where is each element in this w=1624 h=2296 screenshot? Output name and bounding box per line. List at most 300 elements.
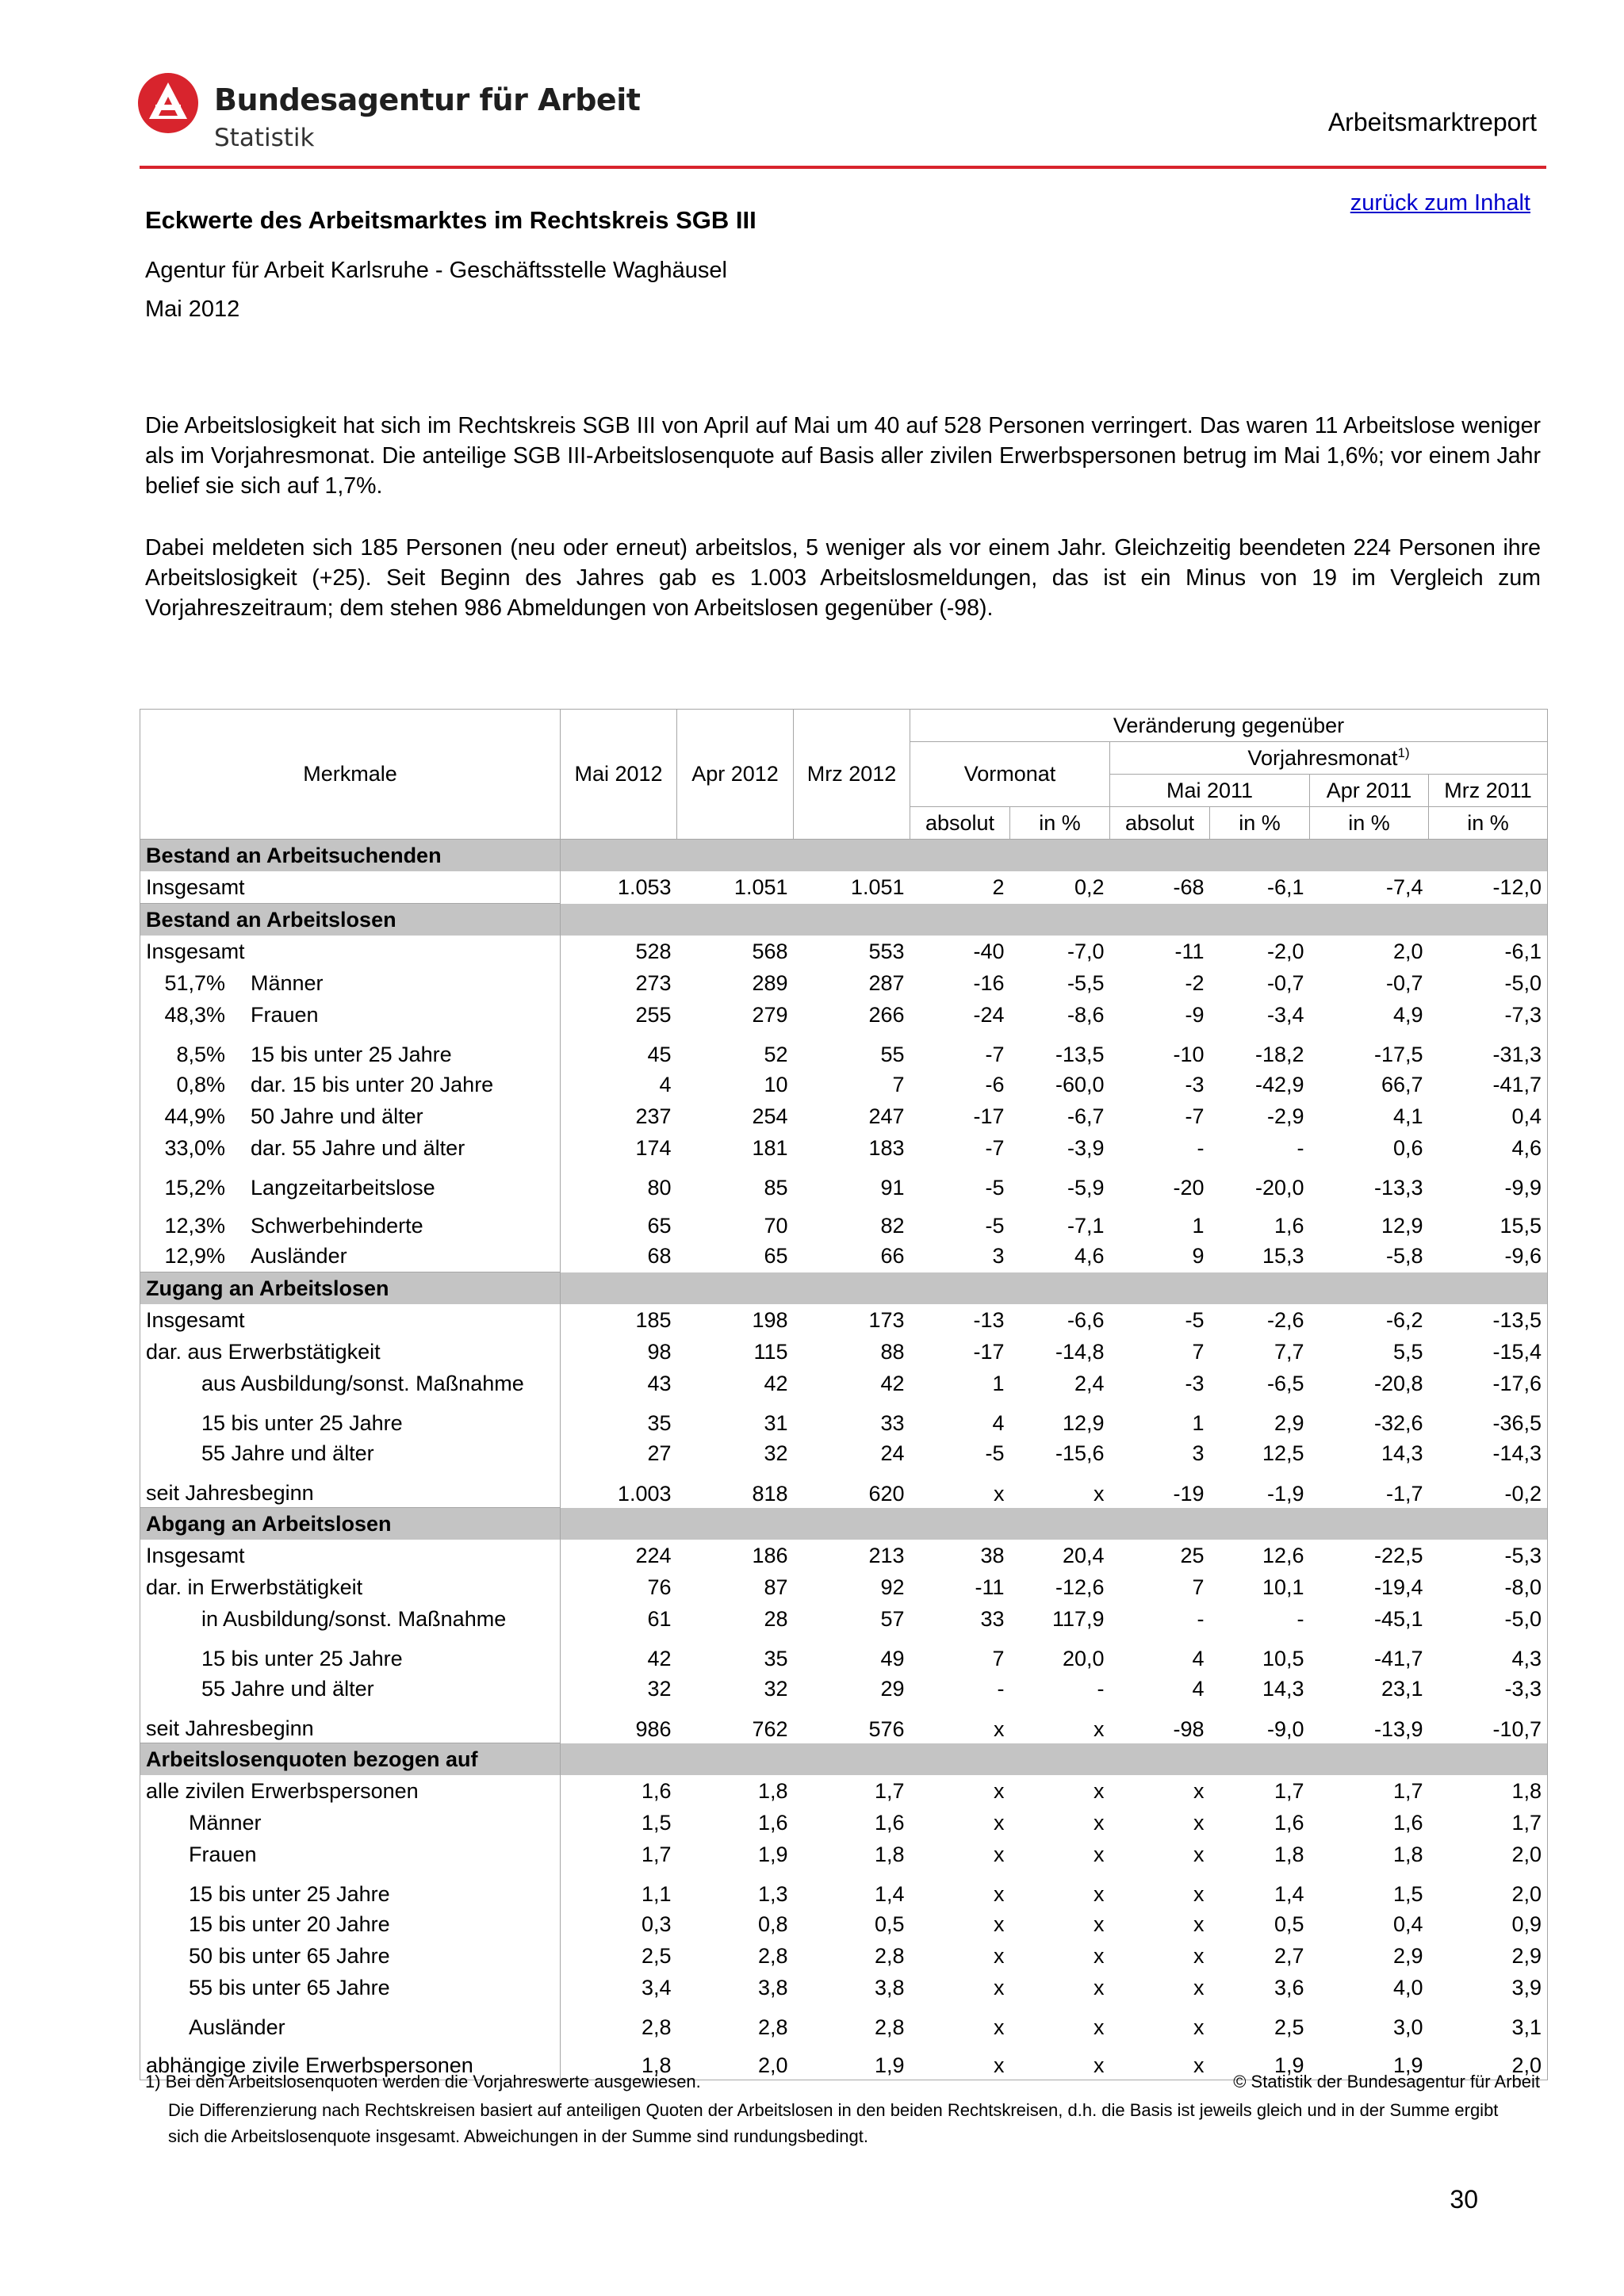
value-cell: 15,5 bbox=[1429, 1202, 1548, 1240]
back-to-contents-link[interactable]: zurück zum Inhalt bbox=[1350, 190, 1530, 216]
value-cell: 14,3 bbox=[1262, 1676, 1304, 1701]
table-row bbox=[140, 1336, 1548, 1368]
value-cell: 1,9 bbox=[757, 1842, 788, 1866]
value-cell: 3,9 bbox=[1429, 1972, 1548, 2003]
row-label: dar. aus Erwerbstätigkeit bbox=[146, 1339, 381, 1364]
col-header-in-pct: in % bbox=[1429, 807, 1548, 840]
table-row bbox=[140, 1164, 1548, 1202]
section-fill bbox=[561, 840, 1548, 872]
table-header bbox=[140, 710, 1548, 840]
value-cell: 1,8 bbox=[757, 1778, 788, 1803]
value-cell: -7,4 bbox=[1385, 874, 1423, 899]
section-title: Abgang an Arbeitslosen bbox=[140, 1508, 561, 1540]
value-cell: 2,0 bbox=[1429, 1839, 1548, 1870]
value-cell: -7 bbox=[985, 1043, 1005, 1066]
value-cell: 287 bbox=[868, 970, 905, 995]
value-cell: 266 bbox=[868, 1002, 905, 1027]
value-cell: 3 bbox=[1192, 1441, 1205, 1465]
table-row bbox=[140, 2003, 1548, 2042]
value-cell: -20,8 bbox=[1373, 1371, 1423, 1395]
value-cell: 568 bbox=[752, 939, 788, 963]
value-cell: 65 bbox=[647, 1214, 672, 1238]
table-row bbox=[140, 936, 1548, 967]
row-label: abhängige zivile Erwerbspersonen bbox=[146, 2053, 473, 2077]
col-header-absolut: absolut bbox=[910, 807, 1010, 840]
value-cell: -13,9 bbox=[1373, 1716, 1423, 1741]
value-cell: -9,9 bbox=[1429, 1164, 1548, 1202]
section-header-row bbox=[140, 904, 1548, 936]
value-cell: -7,3 bbox=[1429, 999, 1548, 1031]
value-cell: -5 bbox=[985, 1176, 1005, 1200]
row-label: Insgesamt bbox=[146, 939, 245, 963]
value-cell: -7 bbox=[985, 1135, 1005, 1160]
value-cell: x bbox=[994, 1716, 1005, 1741]
value-cell: 7 bbox=[892, 1072, 905, 1096]
value-cell: - bbox=[1097, 1676, 1105, 1701]
row-label-cell bbox=[140, 1908, 561, 1940]
value-cell: 183 bbox=[868, 1135, 905, 1160]
row-label: 50 bis unter 65 Jahre bbox=[189, 1943, 390, 1968]
table-row bbox=[140, 1304, 1548, 1336]
table-row bbox=[140, 1635, 1548, 1673]
value-cell: -5 bbox=[985, 1214, 1005, 1238]
value-cell: 55 bbox=[880, 1043, 905, 1066]
row-label: Frauen bbox=[189, 1842, 257, 1866]
value-cell: 66,7 bbox=[1381, 1072, 1423, 1096]
value-cell: 42 bbox=[880, 1371, 905, 1395]
value-cell: -0,7 bbox=[1266, 970, 1304, 995]
value-cell: x bbox=[1094, 1842, 1105, 1866]
row-label: Insgesamt bbox=[146, 1307, 245, 1332]
value-cell: 70 bbox=[764, 1214, 788, 1238]
value-cell: 2,5 bbox=[641, 1943, 672, 1968]
value-cell: 0,8 bbox=[757, 1911, 788, 1936]
value-cell: 33 bbox=[880, 1411, 905, 1435]
value-cell: 1,9 bbox=[1310, 2042, 1429, 2080]
region-label: Agentur für Arbeit Karlsruhe - Geschäftsstelle Waghäusel bbox=[145, 258, 727, 283]
share-percent: 48,3% bbox=[164, 1002, 225, 1027]
value-cell: 4,1 bbox=[1392, 1104, 1423, 1128]
value-cell: 42 bbox=[764, 1371, 788, 1395]
section-title: Bestand an Arbeitsuchenden bbox=[140, 840, 561, 872]
value-cell: 14,3 bbox=[1381, 1441, 1423, 1465]
table-row bbox=[140, 1240, 1548, 1272]
row-label-cell bbox=[140, 1304, 561, 1336]
col-header-in-pct: in % bbox=[1210, 807, 1310, 840]
value-cell: -5,9 bbox=[1067, 1176, 1105, 1200]
row-label: alle zivilen Erwerbspersonen bbox=[146, 1778, 419, 1803]
value-cell: 553 bbox=[868, 939, 905, 963]
row-label-cell bbox=[140, 1775, 561, 1807]
value-cell: x bbox=[1094, 1716, 1105, 1741]
footnote-2: Die Differenzierung nach Rechtskreisen basiert auf anteiligen Quoten der Arbeitslosen in den beiden Rechtskreisen, d.h. die Basis ist jeweils gleich und in der Summe ergibt sich die Arbeitslosenquote insgesamt. Abweichungen in der Summe sind rundungsbedingt. bbox=[168, 2100, 1499, 2146]
value-cell: 1,8 bbox=[1392, 1842, 1423, 1866]
value-cell: 247 bbox=[868, 1104, 905, 1128]
value-cell: x bbox=[994, 1842, 1005, 1866]
value-cell: 1,7 bbox=[1392, 1778, 1423, 1803]
value-cell: x bbox=[1193, 1911, 1205, 1936]
value-cell: - bbox=[1297, 1135, 1304, 1160]
value-cell: 12,9 bbox=[1381, 1214, 1423, 1238]
table-row bbox=[140, 1571, 1548, 1603]
col-header-veraenderung: Veränderung gegenüber bbox=[910, 710, 1548, 742]
row-label: 15 bis unter 25 Jahre bbox=[201, 1411, 403, 1435]
value-cell: -10 bbox=[1173, 1043, 1205, 1066]
value-cell: -5 bbox=[1185, 1307, 1205, 1332]
share-percent: 44,9% bbox=[164, 1104, 225, 1128]
value-cell: 185 bbox=[635, 1307, 672, 1332]
col-header-in-pct: in % bbox=[1010, 807, 1110, 840]
value-cell: 1 bbox=[1192, 1411, 1205, 1435]
value-cell: -2,6 bbox=[1266, 1307, 1304, 1332]
value-cell: 2,8 bbox=[874, 2015, 905, 2039]
period-label: Mai 2012 bbox=[145, 297, 240, 322]
row-label: 15 bis unter 25 Jahre bbox=[251, 1043, 452, 1066]
share-percent: 8,5% bbox=[176, 1043, 225, 1066]
value-cell: 115 bbox=[753, 1339, 788, 1364]
col-header-merkmale: Merkmale bbox=[140, 710, 561, 840]
row-label-cell bbox=[140, 1437, 561, 1469]
value-cell: 29 bbox=[880, 1676, 905, 1701]
col-header-vorjahresmonat bbox=[1110, 742, 1548, 775]
value-cell: 24 bbox=[880, 1441, 905, 1465]
value-cell: -5,5 bbox=[1067, 970, 1105, 995]
value-cell: -13,5 bbox=[1055, 1043, 1105, 1066]
value-cell: x bbox=[1193, 1842, 1205, 1866]
value-cell: -24 bbox=[973, 1002, 1005, 1027]
row-label-cell bbox=[140, 1069, 561, 1100]
value-cell: 2,9 bbox=[1274, 1411, 1304, 1435]
value-cell: -36,5 bbox=[1429, 1399, 1548, 1437]
value-cell: 2,9 bbox=[1392, 1943, 1423, 1968]
value-cell: 1,7 bbox=[874, 1778, 905, 1803]
value-cell: -13,5 bbox=[1429, 1304, 1548, 1336]
row-label-cell bbox=[140, 1202, 561, 1240]
value-cell: 1,7 bbox=[1274, 1778, 1304, 1803]
value-cell: x bbox=[1094, 1943, 1105, 1968]
table-row bbox=[140, 1839, 1548, 1870]
col-header-mai2012: Mai 2012 bbox=[561, 710, 677, 840]
value-cell: -98 bbox=[1173, 1716, 1205, 1741]
footnote-marker: 1) bbox=[1397, 745, 1410, 760]
value-cell: 7,7 bbox=[1274, 1339, 1304, 1364]
row-label-cell bbox=[140, 1132, 561, 1164]
value-cell: -2 bbox=[1185, 970, 1205, 995]
value-cell: 2,0 bbox=[677, 2042, 794, 2080]
value-cell: 42 bbox=[647, 1647, 672, 1670]
table-row bbox=[140, 1972, 1548, 2003]
share-percent: 33,0% bbox=[164, 1135, 225, 1160]
row-label: Schwerbehinderte bbox=[251, 1214, 423, 1238]
value-cell: 1,6 bbox=[1274, 1810, 1304, 1835]
value-cell: -5,8 bbox=[1385, 1243, 1423, 1268]
value-cell: -5 bbox=[985, 1441, 1005, 1465]
value-cell: -40 bbox=[973, 939, 1005, 963]
value-cell: 4 bbox=[1192, 1647, 1205, 1670]
value-cell: 2,7 bbox=[1274, 1943, 1304, 1968]
value-cell: 762 bbox=[752, 1716, 788, 1741]
value-cell: 198 bbox=[752, 1307, 788, 1332]
value-cell: - bbox=[1197, 1135, 1205, 1160]
table-row bbox=[140, 1603, 1548, 1635]
page-number: 30 bbox=[1450, 2185, 1478, 2214]
value-cell: 1,5 bbox=[641, 1810, 672, 1835]
row-label: dar. 15 bis unter 20 Jahre bbox=[251, 1072, 494, 1096]
row-label: Männer bbox=[251, 970, 324, 995]
value-cell: 87 bbox=[764, 1575, 788, 1599]
row-label-cell bbox=[140, 1031, 561, 1069]
summary-paragraph-2: Dabei meldeten sich 185 Personen (neu oder erneut) arbeitslos, 5 weniger als vor einem Jahr. Gleichzeitig beendeten 224 Personen ihre Arbeitslosigkeit (+25). Seit Beginn des Jahres gab es 1.003 Arbeitslosmeldungen, das ist ein Minus von 19 im Vergleich zum Vorjahreszeitraum; dem stehen 986 Abmeldungen von Arbeitslosen gegenüber (-98). bbox=[145, 535, 1541, 621]
value-cell: 2,8 bbox=[874, 1943, 905, 1968]
value-cell: x bbox=[910, 2042, 1010, 2080]
value-cell: 52 bbox=[764, 1043, 788, 1066]
value-cell: -31,3 bbox=[1429, 1031, 1548, 1069]
vorjahresmonat-label: Vorjahresmonat bbox=[1247, 746, 1398, 770]
value-cell: -6,6 bbox=[1067, 1307, 1105, 1332]
value-cell: 1.003 bbox=[617, 1481, 672, 1506]
col-header-vormonat: Vormonat bbox=[910, 742, 1110, 807]
row-label-cell bbox=[140, 871, 561, 904]
value-cell: 620 bbox=[868, 1481, 905, 1506]
row-label: Ausländer bbox=[189, 2015, 285, 2039]
value-cell: -3 bbox=[1185, 1072, 1205, 1096]
value-cell: 1,6 bbox=[874, 1810, 905, 1835]
value-cell: 68 bbox=[647, 1243, 672, 1268]
section-title: Arbeitslosenquoten bezogen auf bbox=[140, 1743, 561, 1776]
value-cell: -17 bbox=[973, 1104, 1005, 1128]
brand-name: Bundesagentur für Arbeit bbox=[214, 82, 641, 117]
value-cell: 12,9 bbox=[1062, 1411, 1105, 1435]
value-cell: -18,2 bbox=[1254, 1043, 1304, 1066]
footnote-1: 1) Bei den Arbeitslosenquoten werden die Vorjahreswerte ausgewiesen. bbox=[145, 2072, 701, 2091]
value-cell: 27 bbox=[647, 1441, 672, 1465]
row-label-cell bbox=[140, 1399, 561, 1437]
value-cell: 25 bbox=[1180, 1543, 1205, 1567]
value-cell: x bbox=[1193, 1810, 1205, 1835]
value-cell: 1 bbox=[992, 1371, 1005, 1395]
value-cell: -68 bbox=[1173, 874, 1205, 899]
value-cell: -17,5 bbox=[1373, 1043, 1423, 1066]
value-cell: 1,9 bbox=[1210, 2042, 1310, 2080]
value-cell: -9,0 bbox=[1266, 1716, 1304, 1741]
value-cell: 1,8 bbox=[874, 1842, 905, 1866]
value-cell: 1,6 bbox=[1392, 1810, 1423, 1835]
value-cell: -9,6 bbox=[1429, 1240, 1548, 1272]
value-cell: x bbox=[1094, 1975, 1105, 1999]
value-cell: 3,8 bbox=[874, 1975, 905, 1999]
value-cell: 1,6 bbox=[757, 1810, 788, 1835]
value-cell: 57 bbox=[880, 1606, 905, 1631]
value-cell: 2,8 bbox=[641, 2015, 672, 2039]
table-row bbox=[140, 999, 1548, 1031]
value-cell: 986 bbox=[635, 1716, 672, 1741]
value-cell: 82 bbox=[880, 1214, 905, 1238]
value-cell: -2,9 bbox=[1266, 1104, 1304, 1128]
key-figures-table-container bbox=[140, 709, 1547, 2080]
table-row bbox=[140, 1870, 1548, 1908]
value-cell: 3,8 bbox=[757, 1975, 788, 1999]
section-title: Zugang an Arbeitslosen bbox=[140, 1272, 561, 1305]
value-cell: 2,8 bbox=[757, 1943, 788, 1968]
table-row bbox=[140, 1807, 1548, 1839]
row-label-cell bbox=[140, 1571, 561, 1603]
value-cell: 0,4 bbox=[1429, 1100, 1548, 1132]
value-cell: 4,6 bbox=[1074, 1243, 1105, 1268]
value-cell: 0,4 bbox=[1392, 1911, 1423, 1936]
value-cell: 2,4 bbox=[1074, 1371, 1105, 1395]
value-cell: -42,9 bbox=[1254, 1072, 1304, 1096]
value-cell: 80 bbox=[647, 1176, 672, 1200]
table-row bbox=[140, 1399, 1548, 1437]
value-cell: -1,9 bbox=[1266, 1481, 1304, 1506]
table-row bbox=[140, 1132, 1548, 1164]
value-cell: 173 bbox=[868, 1307, 905, 1332]
table-row bbox=[140, 1368, 1548, 1399]
brand-subtitle: Statistik bbox=[214, 124, 315, 152]
value-cell: 186 bbox=[752, 1543, 788, 1567]
col-header-mrz2012: Mrz 2012 bbox=[794, 710, 910, 840]
value-cell: x bbox=[994, 2015, 1005, 2039]
value-cell: -12,6 bbox=[1055, 1575, 1105, 1599]
row-label-cell bbox=[140, 1705, 561, 1743]
section-header-row bbox=[140, 1272, 1548, 1305]
section-header-row bbox=[140, 1743, 1548, 1776]
value-cell: x bbox=[1193, 2015, 1205, 2039]
value-cell: 3,1 bbox=[1429, 2003, 1548, 2042]
value-cell: 1,1 bbox=[641, 1882, 672, 1906]
table-row bbox=[140, 1437, 1548, 1469]
value-cell: 7 bbox=[992, 1647, 1005, 1670]
value-cell: -13,3 bbox=[1373, 1176, 1423, 1200]
value-cell: 85 bbox=[764, 1176, 788, 1200]
value-cell: -14,8 bbox=[1055, 1339, 1105, 1364]
value-cell: 224 bbox=[635, 1543, 672, 1567]
value-cell: x bbox=[1110, 2042, 1210, 2080]
value-cell: 49 bbox=[880, 1647, 905, 1670]
value-cell: -5,0 bbox=[1429, 1603, 1548, 1635]
value-cell: x bbox=[1094, 1882, 1105, 1906]
value-cell: -45,1 bbox=[1373, 1606, 1423, 1631]
value-cell: -3 bbox=[1185, 1371, 1205, 1395]
value-cell: 4 bbox=[1192, 1676, 1205, 1701]
value-cell: 1,8 bbox=[1429, 1775, 1548, 1807]
section-header-row bbox=[140, 1508, 1548, 1540]
value-cell: 9 bbox=[1192, 1243, 1205, 1268]
value-cell: 98 bbox=[647, 1339, 672, 1364]
row-label-cell bbox=[140, 936, 561, 967]
value-cell: 2,9 bbox=[1429, 1940, 1548, 1972]
row-label: 55 bis unter 65 Jahre bbox=[189, 1975, 390, 1999]
value-cell: 2,0 bbox=[1429, 2042, 1548, 2080]
value-cell: 65 bbox=[764, 1243, 788, 1268]
value-cell: x bbox=[994, 1810, 1005, 1835]
value-cell: 43 bbox=[647, 1371, 672, 1395]
value-cell: 1,4 bbox=[1274, 1882, 1304, 1906]
value-cell: 12,6 bbox=[1262, 1543, 1304, 1567]
row-label-cell bbox=[140, 1100, 561, 1132]
value-cell: 12,5 bbox=[1262, 1441, 1304, 1465]
value-cell: -3,4 bbox=[1266, 1002, 1304, 1027]
value-cell: -14,3 bbox=[1429, 1437, 1548, 1469]
summary-paragraph-1: Die Arbeitslosigkeit hat sich im Rechtskreis SGB III von April auf Mai um 40 auf 528 Personen verringert. Das waren 11 Arbeitslose weniger als im Vorjahresmonat. Die anteilige SGB III-Arbeitslosenquote auf Basis aller zivilen Erwerbspersonen betrug im Mai 1,6%; vor einem Jahr belief sie sich auf 1,7%. bbox=[145, 413, 1541, 499]
row-label-cell bbox=[140, 1336, 561, 1368]
row-label: 15 bis unter 25 Jahre bbox=[189, 1882, 390, 1906]
col-header-apr2012: Apr 2012 bbox=[677, 710, 794, 840]
col-header-mrz2011: Mrz 2011 bbox=[1429, 775, 1548, 807]
row-label: Insgesamt bbox=[146, 1543, 245, 1567]
value-cell: -6,5 bbox=[1266, 1371, 1304, 1395]
value-cell: x bbox=[1010, 2042, 1110, 2080]
row-label: dar. in Erwerbstätigkeit bbox=[146, 1575, 363, 1599]
value-cell: 1.053 bbox=[617, 874, 672, 899]
share-percent: 15,2% bbox=[164, 1176, 225, 1200]
value-cell: 35 bbox=[647, 1411, 672, 1435]
value-cell: -7,0 bbox=[1067, 939, 1105, 963]
row-label: in Ausbildung/sonst. Maßnahme bbox=[201, 1606, 507, 1631]
value-cell: 181 bbox=[752, 1135, 788, 1160]
table-row bbox=[140, 1202, 1548, 1240]
value-cell: 1,7 bbox=[1429, 1807, 1548, 1839]
row-label: 15 bis unter 25 Jahre bbox=[201, 1647, 403, 1670]
value-cell: 20,0 bbox=[1062, 1647, 1105, 1670]
value-cell: 7 bbox=[1192, 1575, 1205, 1599]
value-cell: 32 bbox=[647, 1676, 672, 1701]
value-cell: 88 bbox=[880, 1339, 905, 1364]
value-cell: -6 bbox=[985, 1072, 1005, 1096]
value-cell: 4,9 bbox=[1392, 1002, 1423, 1027]
value-cell: x bbox=[1193, 1882, 1205, 1906]
value-cell: 28 bbox=[764, 1606, 788, 1631]
value-cell: 279 bbox=[752, 1002, 788, 1027]
value-cell: -19,4 bbox=[1373, 1575, 1423, 1599]
table-row bbox=[140, 1100, 1548, 1132]
value-cell: 1,8 bbox=[561, 2042, 677, 2080]
row-label-cell bbox=[140, 1469, 561, 1508]
value-cell: x bbox=[994, 1975, 1005, 1999]
value-cell: -17,6 bbox=[1429, 1368, 1548, 1399]
value-cell: x bbox=[1094, 1911, 1105, 1936]
value-cell: 91 bbox=[880, 1176, 905, 1200]
row-label-cell bbox=[140, 2003, 561, 2042]
value-cell: 61 bbox=[647, 1606, 672, 1631]
value-cell: 10,1 bbox=[1262, 1575, 1304, 1599]
table-row bbox=[140, 1705, 1548, 1743]
row-label: Männer bbox=[189, 1810, 262, 1835]
row-label-cell bbox=[140, 1368, 561, 1399]
key-figures-table bbox=[140, 709, 1548, 2080]
value-cell: -9 bbox=[1185, 1002, 1205, 1027]
value-cell: 10 bbox=[764, 1072, 788, 1096]
row-label: seit Jahresbeginn bbox=[146, 1481, 314, 1505]
row-label-cell bbox=[140, 1603, 561, 1635]
col-header-in-pct: in % bbox=[1310, 807, 1429, 840]
row-label: 50 Jahre und älter bbox=[251, 1104, 423, 1128]
value-cell: -5,0 bbox=[1429, 967, 1548, 999]
report-name: Arbeitsmarktreport bbox=[1327, 108, 1537, 136]
value-cell: 31 bbox=[764, 1411, 788, 1435]
section-fill bbox=[561, 904, 1548, 936]
value-cell: 0,3 bbox=[641, 1911, 672, 1936]
header-rule bbox=[140, 166, 1546, 169]
table-row bbox=[140, 871, 1548, 904]
value-cell: -1,7 bbox=[1385, 1481, 1423, 1506]
share-percent: 12,3% bbox=[164, 1214, 225, 1238]
value-cell: 4,0 bbox=[1392, 1975, 1423, 1999]
value-cell: -60,0 bbox=[1055, 1072, 1105, 1096]
value-cell: 1,8 bbox=[1274, 1842, 1304, 1866]
value-cell: 5,5 bbox=[1392, 1339, 1423, 1364]
value-cell: x bbox=[994, 1911, 1005, 1936]
